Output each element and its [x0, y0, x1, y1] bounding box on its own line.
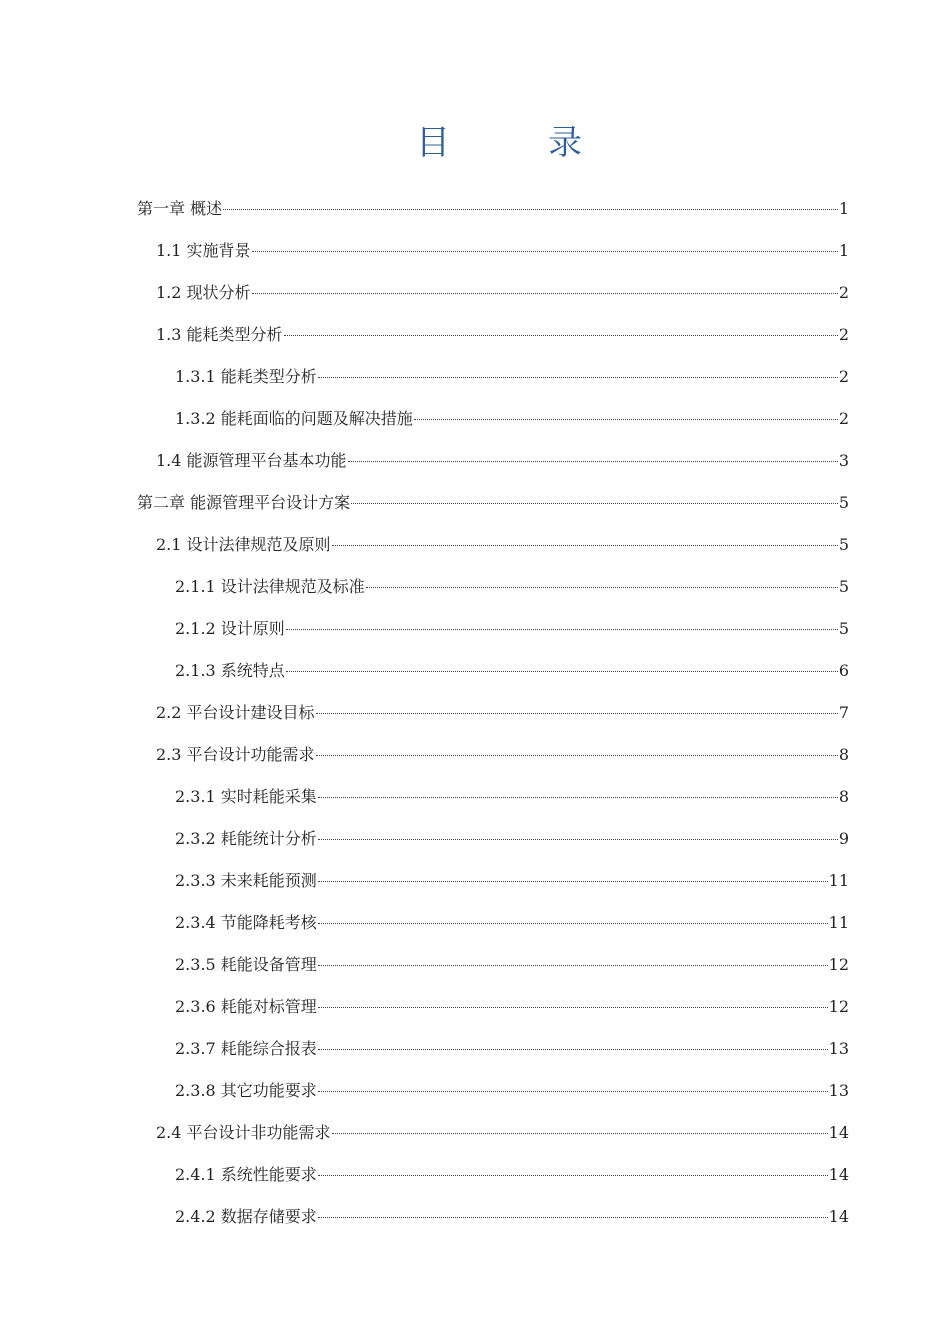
- toc-dot-leader: [366, 587, 838, 588]
- toc-entry-text: 2.4 平台设计非功能需求: [156, 1122, 331, 1142]
- toc-page-number: 13: [828, 1038, 849, 1058]
- toc-page-number: 12: [828, 996, 849, 1016]
- toc-entry[interactable]: [0, 1152, 950, 1194]
- toc-page-number: 2: [838, 366, 849, 386]
- toc-dot-leader: [348, 461, 838, 462]
- toc-entry[interactable]: [0, 1068, 950, 1110]
- toc-entry-text: 2.3.3 未来耗能预测: [175, 870, 317, 890]
- toc-page-number: 14: [828, 1164, 849, 1184]
- toc-list: [0, 186, 950, 1236]
- toc-entry-text: 1.2 现状分析: [156, 282, 251, 302]
- toc-entry-text: 2.3.8 其它功能要求: [175, 1080, 317, 1100]
- toc-dot-leader: [284, 335, 838, 336]
- toc-dot-leader: [318, 1091, 828, 1092]
- toc-dot-leader: [318, 1007, 828, 1008]
- toc-entry[interactable]: [0, 522, 950, 564]
- toc-entry-text: 1.3.2 能耗面临的问题及解决措施: [175, 408, 413, 428]
- toc-entry[interactable]: [0, 690, 950, 732]
- toc-dot-leader: [318, 839, 838, 840]
- toc-page-number: 13: [828, 1080, 849, 1100]
- toc-entry-text: 2.2 平台设计建设目标: [156, 702, 315, 722]
- toc-page-number: 5: [838, 492, 849, 512]
- toc-entry-text: 2.1.3 系统特点: [175, 660, 285, 680]
- toc-page-number: 11: [828, 870, 849, 890]
- toc-entry[interactable]: [0, 1110, 950, 1152]
- toc-entry-text: 2.3.7 耗能综合报表: [175, 1038, 317, 1058]
- toc-entry[interactable]: [0, 480, 950, 522]
- toc-entry-text: 2.3.4 节能降耗考核: [175, 912, 317, 932]
- toc-entry-text: 2.3.2 耗能统计分析: [175, 828, 317, 848]
- toc-dot-leader: [318, 1175, 828, 1176]
- toc-entry-text: 2.1.2 设计原则: [175, 618, 285, 638]
- toc-entry-text: 2.1 设计法律规范及原则: [156, 534, 331, 554]
- toc-entry[interactable]: [0, 438, 950, 480]
- toc-dot-leader: [318, 923, 828, 924]
- toc-entry-text: 1.1 实施背景: [156, 240, 251, 260]
- toc-entry[interactable]: [0, 942, 950, 984]
- toc-dot-leader: [252, 293, 838, 294]
- toc-page-number: 9: [838, 828, 849, 848]
- toc-dot-leader: [318, 797, 838, 798]
- toc-entry[interactable]: [0, 816, 950, 858]
- toc-entry[interactable]: [0, 564, 950, 606]
- toc-dot-leader: [252, 251, 838, 252]
- toc-page-number: 3: [838, 450, 849, 470]
- toc-entry[interactable]: [0, 1026, 950, 1068]
- toc-dot-leader: [318, 1049, 828, 1050]
- toc-entry[interactable]: [0, 648, 950, 690]
- toc-entry[interactable]: [0, 858, 950, 900]
- toc-page-number: 2: [838, 324, 849, 344]
- toc-dot-leader: [286, 671, 838, 672]
- toc-dot-leader: [318, 965, 828, 966]
- toc-entry-text: 2.4.1 系统性能要求: [175, 1164, 317, 1184]
- toc-dot-leader: [318, 1217, 828, 1218]
- toc-page-number: 2: [838, 408, 849, 428]
- toc-dot-leader: [351, 503, 838, 504]
- toc-entry-text: 第一章 概述: [137, 198, 223, 218]
- toc-entry[interactable]: [0, 270, 950, 312]
- toc-entry[interactable]: [0, 732, 950, 774]
- toc-entry[interactable]: [0, 354, 950, 396]
- toc-page-number: 1: [838, 240, 849, 260]
- toc-entry-text: 2.3.1 实时耗能采集: [175, 786, 317, 806]
- toc-entry[interactable]: [0, 186, 950, 228]
- toc-entry-text: 1.4 能源管理平台基本功能: [156, 450, 347, 470]
- toc-page-number: 14: [828, 1122, 849, 1142]
- toc-page-number: 5: [838, 534, 849, 554]
- toc-entry[interactable]: [0, 900, 950, 942]
- toc-entry-text: 1.3.1 能耗类型分析: [175, 366, 317, 386]
- toc-entry-text: 1.3 能耗类型分析: [156, 324, 283, 344]
- toc-dot-leader: [286, 629, 838, 630]
- toc-dot-leader: [332, 1133, 828, 1134]
- toc-page-number: 12: [828, 954, 849, 974]
- toc-entry-text: 2.3.5 耗能设备管理: [175, 954, 317, 974]
- toc-dot-leader: [332, 545, 838, 546]
- toc-page-number: 5: [838, 576, 849, 596]
- toc-entry[interactable]: [0, 312, 950, 354]
- toc-dot-leader: [414, 419, 838, 420]
- toc-entry-text: 2.1.1 设计法律规范及标准: [175, 576, 365, 596]
- toc-entry[interactable]: [0, 774, 950, 816]
- toc-page-number: 7: [838, 702, 849, 722]
- toc-page-number: 14: [828, 1206, 849, 1226]
- toc-entry[interactable]: [0, 606, 950, 648]
- toc-dot-leader: [318, 377, 838, 378]
- toc-title: 目 录: [416, 123, 614, 163]
- toc-dot-leader: [318, 881, 828, 882]
- toc-entry[interactable]: [0, 984, 950, 1026]
- toc-page-number: 6: [838, 660, 849, 680]
- toc-entry[interactable]: [0, 396, 950, 438]
- toc-dot-leader: [316, 755, 838, 756]
- toc-page-number: 5: [838, 618, 849, 638]
- toc-page-number: 8: [838, 744, 849, 764]
- toc-page-number: 2: [838, 282, 849, 302]
- toc-entry-text: 2.3 平台设计功能需求: [156, 744, 315, 764]
- toc-entry[interactable]: [0, 228, 950, 270]
- toc-entry-text: 第二章 能源管理平台设计方案: [137, 492, 351, 512]
- toc-entry-text: 2.3.6 耗能对标管理: [175, 996, 317, 1016]
- toc-dot-leader: [223, 209, 838, 210]
- toc-dot-leader: [316, 713, 838, 714]
- toc-entry-text: 2.4.2 数据存储要求: [175, 1206, 317, 1226]
- toc-page-number: 8: [838, 786, 849, 806]
- toc-page-number: 11: [828, 912, 849, 932]
- toc-entry[interactable]: [0, 1194, 950, 1236]
- toc-page-number: 1: [838, 198, 849, 218]
